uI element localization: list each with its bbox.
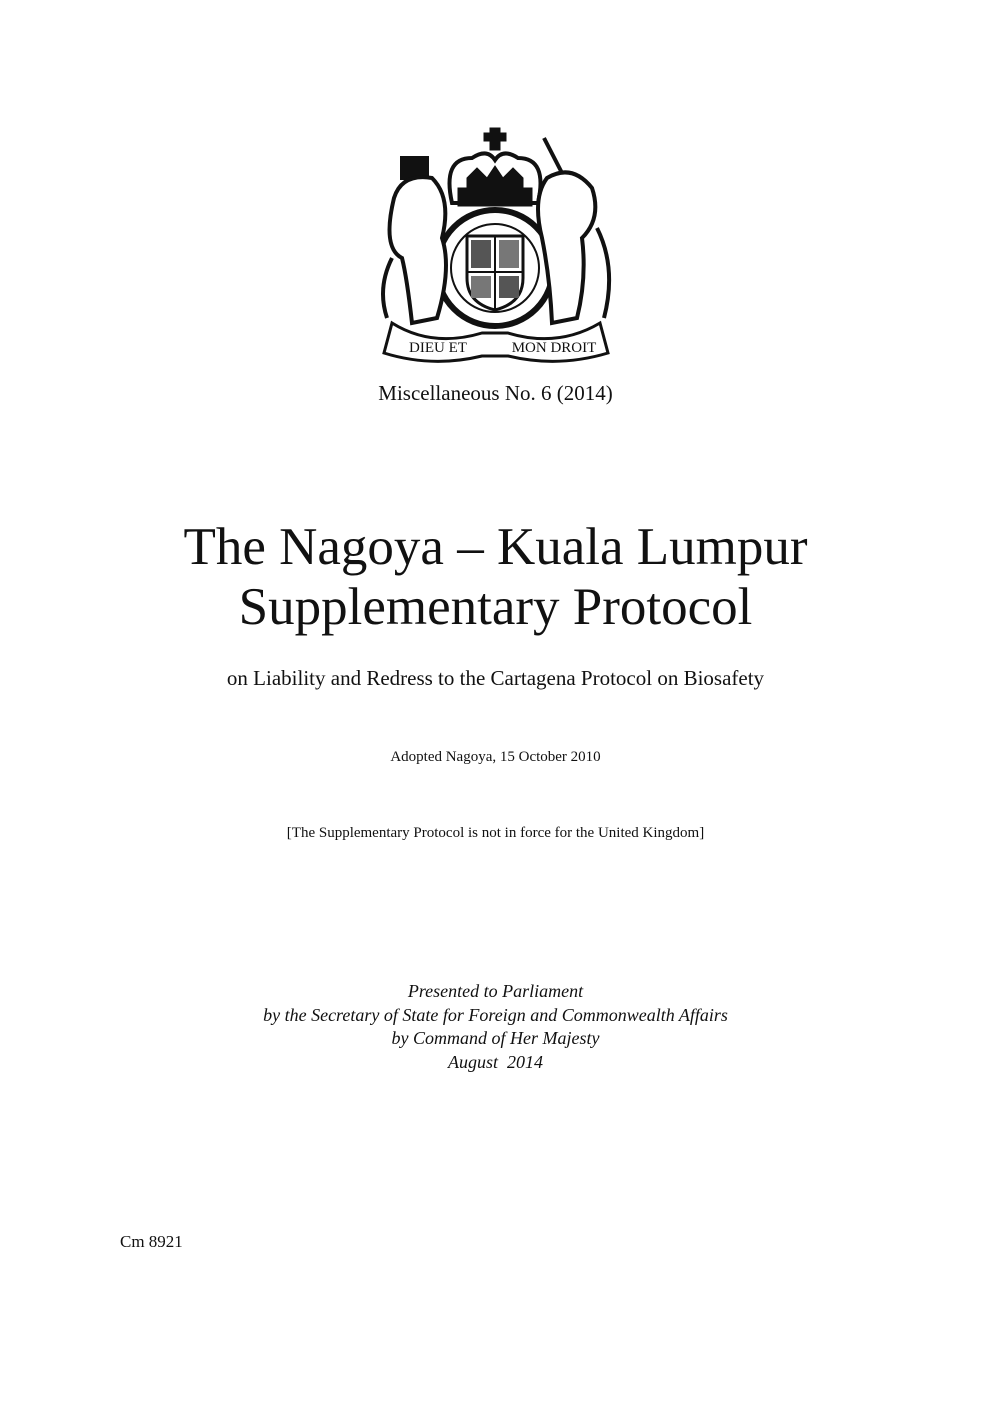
presentation-block xyxy=(0,980,991,1074)
royal-coat-of-arms xyxy=(372,118,618,368)
subtitle: on Liability and Redress to the Cartagena Protocol on Biosafety xyxy=(226,666,765,690)
svg-text:MON DROIT: MON DROIT xyxy=(511,340,597,356)
svg-text:DIEU ET: DIEU ET xyxy=(409,340,467,356)
crown-icon xyxy=(450,128,541,206)
presentation-line: by the Secretary of State for Foreign and Commonwealth Affairs xyxy=(263,1004,728,1025)
unicorn-icon xyxy=(538,138,609,323)
series-number: Miscellaneous No. 6 (2014) xyxy=(378,381,613,405)
lion-icon xyxy=(383,158,446,323)
title-line-1: The Nagoya – Kuala Lumpur xyxy=(183,518,808,576)
presentation-line: Presented to Parliament xyxy=(407,981,584,1001)
presentation-date: August 2014 xyxy=(447,1051,543,1072)
force-status-note: [The Supplementary Protocol is not in force for the United Kingdom] xyxy=(286,825,705,841)
presentation-line: by Command of Her Majesty xyxy=(391,1028,600,1048)
shield-icon xyxy=(437,210,553,326)
title-line-2: Supplementary Protocol xyxy=(238,578,753,636)
command-paper-number: Cm 8921 xyxy=(120,1232,183,1251)
adoption-info: Adopted Nagoya, 15 October 2010 xyxy=(390,749,601,765)
